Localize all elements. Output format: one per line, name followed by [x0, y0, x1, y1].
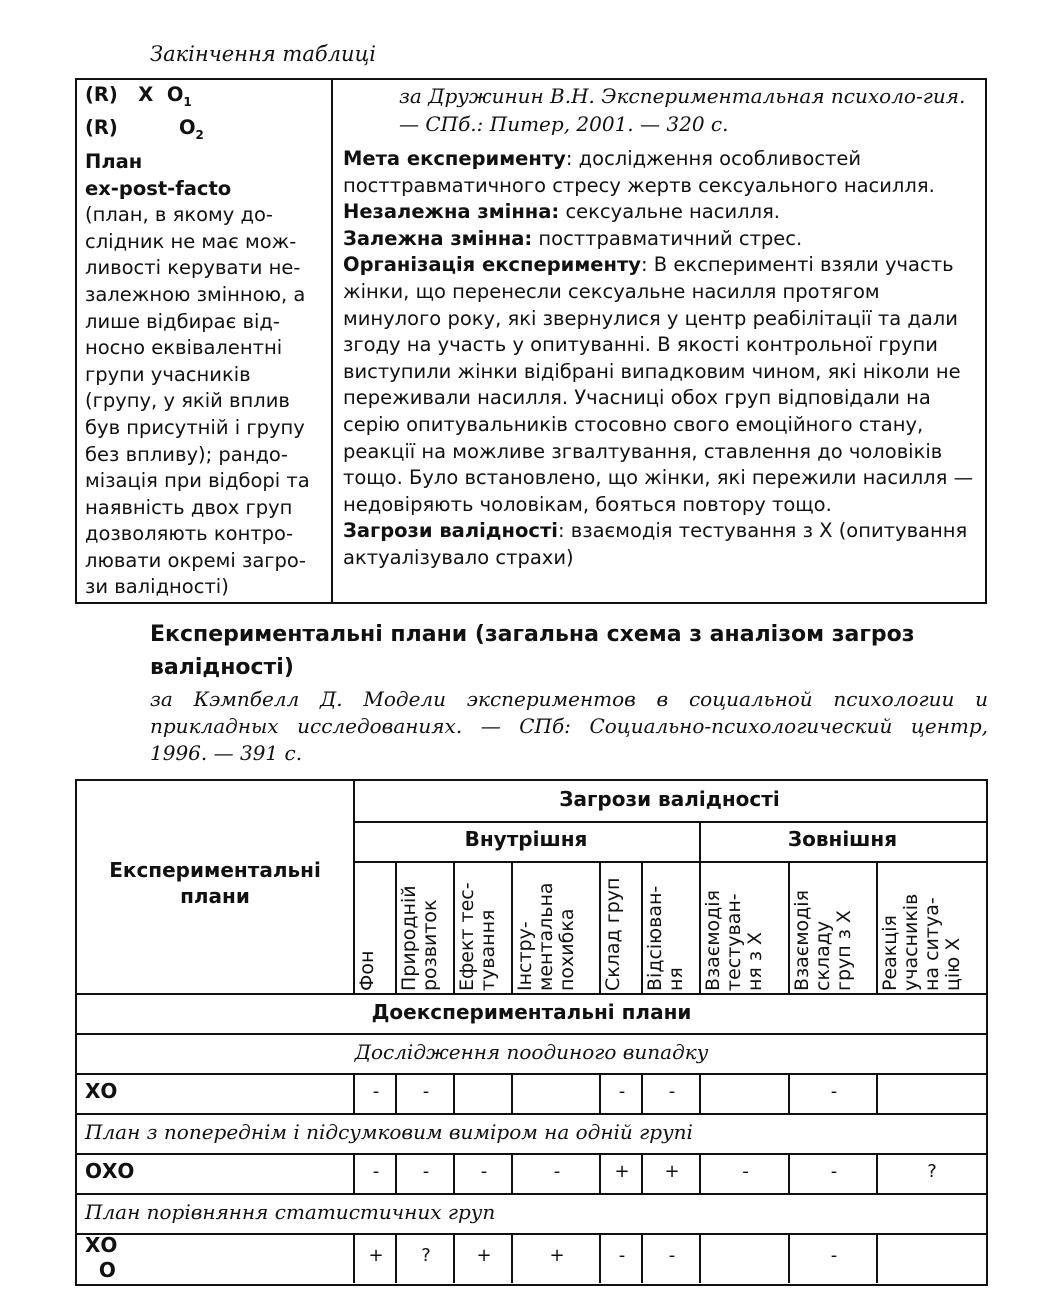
grid-line [353, 1233, 355, 1283]
design-line [85, 229, 325, 256]
paragraph-text: сексуальне насилля. [565, 200, 780, 224]
example-table [75, 78, 987, 604]
design-line [85, 468, 325, 495]
design-line [85, 82, 325, 115]
column-header: Взаємодія складу груп з Х [791, 889, 855, 991]
threat-mark: ? [421, 1245, 431, 1266]
paragraph-label: Організація експерименту [343, 253, 641, 277]
threat-mark: - [742, 1161, 749, 1182]
internal-header: Внутрішня [464, 827, 588, 851]
design-line [85, 388, 325, 415]
design-line [85, 176, 325, 203]
table-continuation-caption: Закінчення таблиці [150, 42, 376, 66]
design-line [85, 335, 325, 362]
design-line [85, 362, 325, 389]
threat-mark: - [618, 1081, 626, 1102]
paragraph-text: взаємодія тестування з Х (опитування актуалізувало страхи) [343, 519, 968, 569]
paragraph-text: посттравматичний стрес. [538, 226, 803, 250]
design-line [85, 415, 325, 442]
column-header-cell [878, 861, 986, 993]
design-line-text: (R) O [85, 116, 196, 140]
paragraph-label: Незалежна змінна: [343, 200, 560, 224]
design-line [85, 309, 325, 336]
paragraph-separator: : [565, 147, 579, 170]
grid-line [511, 1073, 513, 1113]
column-header-cell [790, 861, 878, 993]
design-line-text: План [85, 149, 143, 173]
threat-mark: - [668, 1245, 676, 1266]
paragraph-text: дослідження особливостей посттравматичного стресу жертв сексуального насилля. [343, 147, 935, 197]
threat-mark: - [422, 1081, 430, 1102]
column-header: Взаємодія тестуван- ня з Х [702, 889, 766, 991]
grid-line [353, 1153, 355, 1193]
paragraph [343, 252, 983, 518]
plan-subtitle: План порівняння статистичних груп [85, 1200, 496, 1224]
grid-line [699, 1153, 701, 1193]
corner-label: Експериментальні плани [109, 858, 321, 908]
design-line [85, 495, 325, 522]
validity-threats-table [75, 779, 988, 1286]
grid-line [599, 1073, 601, 1113]
paragraph-label: Загрози валідності [343, 519, 558, 543]
grid-line [77, 1193, 986, 1195]
grid-line [699, 1233, 701, 1283]
column-divider [331, 80, 333, 602]
design-line [85, 521, 325, 548]
design-line-text: носно еквівалентні [85, 336, 283, 360]
paragraph [343, 226, 983, 253]
threat-mark: + [476, 1245, 492, 1266]
grid-line [788, 1233, 790, 1283]
grid-line [77, 1033, 986, 1035]
design-line-text: лише відбирає від- [85, 309, 280, 333]
column-header-cell [455, 861, 513, 993]
design-line-text: дозволяють контро- [85, 522, 294, 546]
paragraph-label: Мета експерименту [343, 147, 566, 170]
design-line [85, 548, 325, 575]
threat-mark: + [664, 1161, 680, 1182]
threat-mark: - [422, 1161, 430, 1182]
threats-header: Загрози валідності [559, 787, 780, 811]
grid-line [788, 1153, 790, 1193]
design-line-text: слідник не має мож- [85, 229, 297, 253]
design-subscript: 2 [195, 128, 204, 143]
threat-mark: - [480, 1161, 488, 1182]
design-line [85, 255, 325, 282]
threat-mark: - [553, 1161, 561, 1182]
column-header-cell [513, 861, 601, 993]
experiment-description [343, 82, 983, 572]
threat-mark: - [618, 1245, 626, 1266]
design-line-text: наявність двох груп [85, 495, 293, 519]
section-reference: за Кэмпбелл Д. Модели экспериментов в социальной психологии и прикладных исследованиях. — СПб: Социально-психологический центр, 1996. — 391 с. [150, 687, 988, 765]
design-notation: ХО О [85, 1233, 118, 1282]
column-header: Відсіюван- ня [644, 885, 687, 991]
paragraph-separator: : [640, 253, 654, 277]
grid-line [453, 1153, 455, 1193]
paragraph-separator: : [557, 519, 571, 543]
column-header: Реакція учасників на ситуа- цію Х [879, 893, 964, 991]
column-header-cell [643, 861, 701, 993]
reference: за Дружинин В.Н. Экспериментальная психоло-гия. — СПб.: Питер, 2001. — 320 с. [399, 84, 966, 136]
design-line-text: групи учасників [85, 362, 251, 386]
column-header-cell [601, 861, 643, 993]
threat-mark: - [830, 1081, 838, 1102]
design-line-text: ex-post-facto [85, 176, 232, 200]
grid-line [876, 1233, 878, 1283]
design-line-text: ливості керувати не- [85, 256, 301, 280]
external-header: Зовнішня [787, 827, 898, 851]
column-header: Ефект тес- тування [456, 882, 499, 991]
threat-mark: - [668, 1081, 676, 1102]
design-line [85, 282, 325, 309]
threat-mark: + [368, 1245, 384, 1266]
threat-mark: ? [927, 1161, 937, 1182]
threat-mark: - [830, 1245, 838, 1266]
design-line-text: (план, в якому до- [85, 203, 273, 227]
grid-line [353, 821, 986, 823]
threat-mark: - [372, 1081, 380, 1102]
grid-line [453, 1233, 455, 1283]
design-description [85, 82, 325, 601]
paragraph [343, 146, 983, 199]
threat-mark: - [372, 1161, 380, 1182]
design-line-text: зи валідності) [85, 575, 229, 599]
grid-line [77, 1233, 986, 1235]
grid-line [511, 1233, 513, 1283]
design-line-text: залежною змінною, а [85, 282, 306, 306]
grid-line [77, 1113, 986, 1115]
grid-line [699, 1073, 701, 1113]
section-title: Експериментальні плани (загальна схема з аналізом загроз валідності) [150, 622, 915, 680]
design-line-text: був присутній і групу [85, 415, 305, 439]
column-header: Природній розвиток [398, 885, 441, 991]
design-line-text: без впливу); рандо- [85, 442, 288, 466]
grid-line [77, 1153, 986, 1155]
design-line [85, 149, 325, 176]
threat-mark: - [830, 1161, 838, 1182]
paragraph-text: В експерименті взяли участь жінки, що перенесли сексуальне насилля протягом минулого року, які звернулися у центр реабілітації та дали згоду на участь у опитуванні. В якості контрольної групи виступили жінки відібрані випадковим чином, які ніколи не переживали насилля. Учасниці обох груп відповідали на серію опитувальників стосовно свого емоційного стану, реакції на можливе згвалтування, ставлення до чоловіків тощо. Було встановлено, що жінки, які пережили насилля — недовіряють чоловікам, бояться повтору тощо. [343, 253, 974, 516]
paragraph [343, 199, 983, 226]
design-subscript: 1 [183, 94, 192, 109]
column-header: Інстру- ментальна похибка [514, 882, 578, 991]
column-header: Склад груп [602, 877, 624, 991]
design-line-text: лювати окремі загро- [85, 548, 306, 572]
grid-line [77, 993, 986, 995]
design-line [85, 115, 325, 148]
plan-subtitle: План з попереднім і підсумковим виміром на одній групі [85, 1120, 693, 1144]
grid-line [511, 1153, 513, 1193]
plan-subtitle: Дослідження поодиного випадку [354, 1040, 709, 1064]
column-header: Фон [356, 950, 378, 991]
column-header-cell [397, 861, 455, 993]
threat-mark: + [549, 1245, 565, 1266]
grid-line [353, 1073, 355, 1113]
paragraphs [343, 146, 983, 572]
grid-line [453, 1073, 455, 1113]
design-line [85, 202, 325, 229]
design-line-text: мізація при відборі та [85, 469, 310, 493]
grid-line [788, 1073, 790, 1113]
column-header-cell [701, 861, 790, 993]
grid-line [876, 1073, 878, 1113]
design-line [85, 574, 325, 601]
grid-line [876, 1153, 878, 1193]
column-header-cell [355, 861, 397, 993]
grid-line [77, 1073, 986, 1075]
threat-mark: + [614, 1161, 630, 1182]
grid-line [599, 1233, 601, 1283]
design-notation: ХО [85, 1079, 118, 1103]
design-line-text: (групу, у якій вплив [85, 389, 290, 413]
design-line [85, 442, 325, 469]
design-notation: ОХО [85, 1159, 135, 1183]
plan-group-row: Доекспериментальні плани [371, 1000, 692, 1024]
paragraph-label: Залежна змінна: [343, 226, 533, 250]
grid-line [599, 1153, 601, 1193]
design-line-text: (R) X O [85, 83, 184, 106]
paragraph [343, 518, 983, 571]
